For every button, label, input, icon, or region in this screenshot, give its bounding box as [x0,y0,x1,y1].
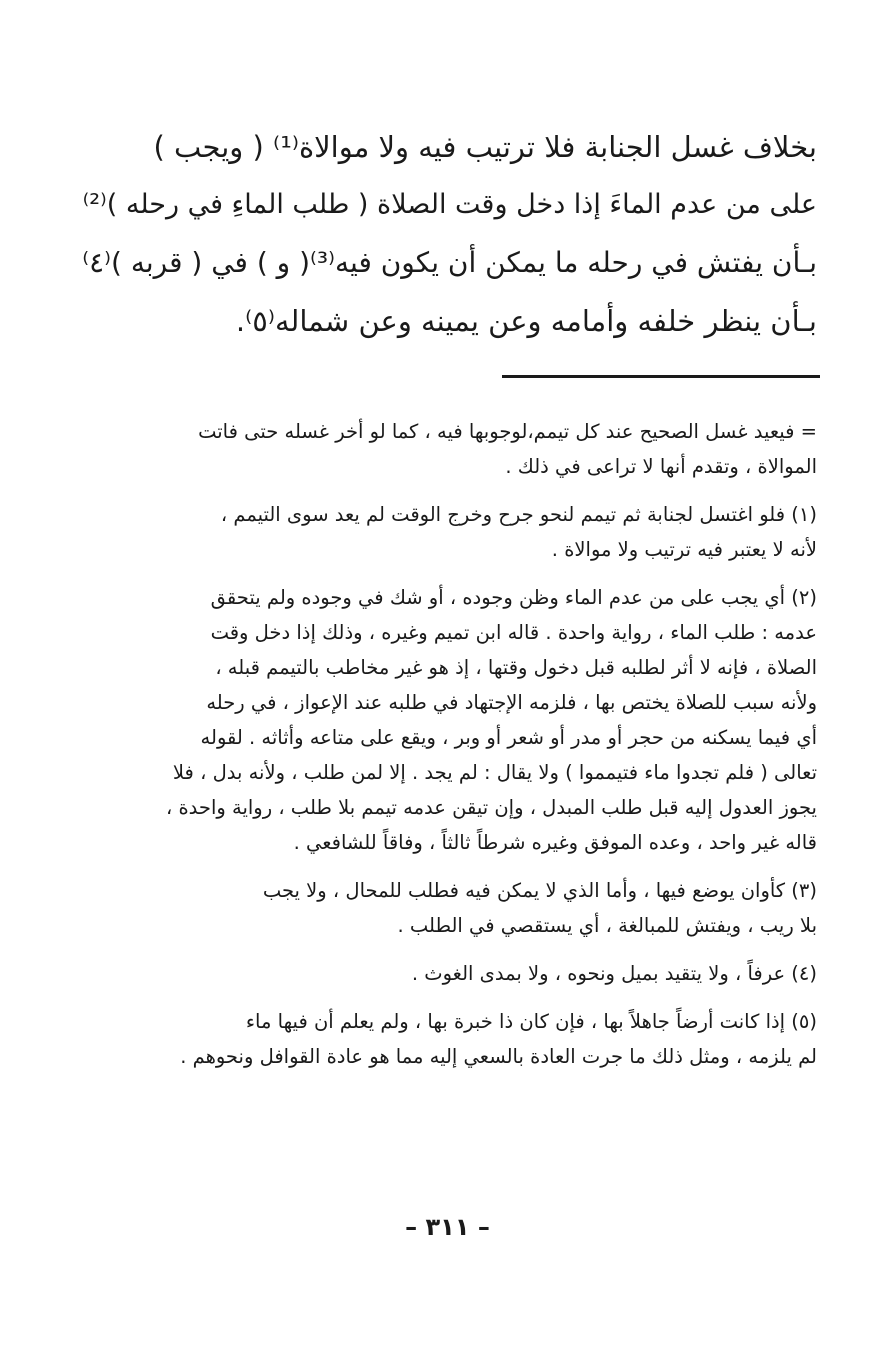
footnote-3 [82,873,817,943]
footnote-line: (٥) إذا كانت أرضاً جاهلاً بها ، فإن كان ذا خبرة بها ، ولم يعلم أن فيها ماء [245,1010,817,1033]
page-number: – ٣١١ – [405,1213,490,1241]
footnote-line: يجوز العدول إليه قبل طلب المبدل ، وإن تيقن عدمه تيمم بلا طلب ، رواية واحدة ، [165,796,817,819]
footnote-line: (٣) كأوان يوضع فيها ، وأما الذي لا يمكن فيه فطلب للمحال ، ولا يجب [262,879,817,902]
main-text-line: بخلاف غسل الجنابة فلا ترتيب فيه ولا موالاة⁽¹⁾ ( ويجب ) [153,130,817,164]
main-text-line: بـأن ينظر خلفه وأمامه وعن يمينه وعن شماله⁽٥⁾. [235,304,817,338]
footnote-line: عدمه : طلب الماء ، رواية واحدة . قاله ابن تميم وغيره ، وذلك إذا دخل وقت [210,621,817,644]
footnote-2 [82,580,817,860]
footnote-line: لم يلزمه ، ومثل ذلك ما جرت العادة بالسعي إليه مما هو عادة القوافل ونحوهم . [180,1045,817,1068]
footnote-line: بلا ريب ، ويفتش للمبالغة ، أي يستقصي في الطلب . [397,914,817,937]
footnote-1 [82,497,817,567]
footnote-line: الصلاة ، فإنه لا أثر لطلبه قبل دخول وقتها ، إذ هو غير مخاطب بالتيمم قبله ، [215,656,817,679]
footnote-line: أي فيما يسكنه من حجر أو مدر أو شعر أو وبر ، ويقع على متاعه وأثاثه . لقوله [200,726,817,749]
footnote-line: قاله غير واحد ، وعده الموفق وغيره شرطاً ثالثاً ، وفاقاً للشافعي . [293,831,817,854]
footnote-line: لأنه لا يعتبر فيه ترتيب ولا موالاة . [551,538,817,561]
footnotes-block [82,414,817,1087]
footnote-line: = فيعيد غسل الصحيح عند كل تيمم،لوجوبها فيه ، كما لو أخر غسله حتى فاتت [198,420,817,443]
main-text-block [82,118,817,350]
footnote-line: (١) فلو اغتسل لجنابة ثم تيمم لنحو جرح وخرج الوقت لم يعد سوى التيمم ، [220,503,817,526]
footnote-continuation [82,414,817,484]
footnote-line: الموالاة ، وتقدم أنها لا تراعى في ذلك . [505,455,817,478]
footnote-4 [82,956,817,991]
footnote-line: (٤) عرفاً ، ولا يتقيد بميل ونحوه ، ولا بمدى الغوث . [411,962,817,985]
footnote-line: (٢) أي يجب على من عدم الماء وظن وجوده ، أو شك في وجوده ولم يتحقق [210,586,817,609]
footnote-divider [502,375,820,378]
main-text-line: على من عدم الماءَ إذا دخل وقت الصلاة ( طلب الماءِ في رحله )⁽²⁾ [82,189,817,220]
footnote-5 [82,1004,817,1074]
main-text-line: بـأن يفتش في رحله ما يمكن أن يكون فيه⁽³⁾( و ) في ( قربه )⁽٤⁾ [82,246,817,279]
footnote-line: تعالى ( فلم تجدوا ماء فتيمموا ) ولا يقال : لم يجد . إلا لمن طلب ، ولأنه بدل ، فلا [172,761,817,784]
footnote-line: ولأنه سبب للصلاة يختص بها ، فلزمه الإجتهاد في طلبه عند الإعواز ، في رحله [206,691,817,714]
